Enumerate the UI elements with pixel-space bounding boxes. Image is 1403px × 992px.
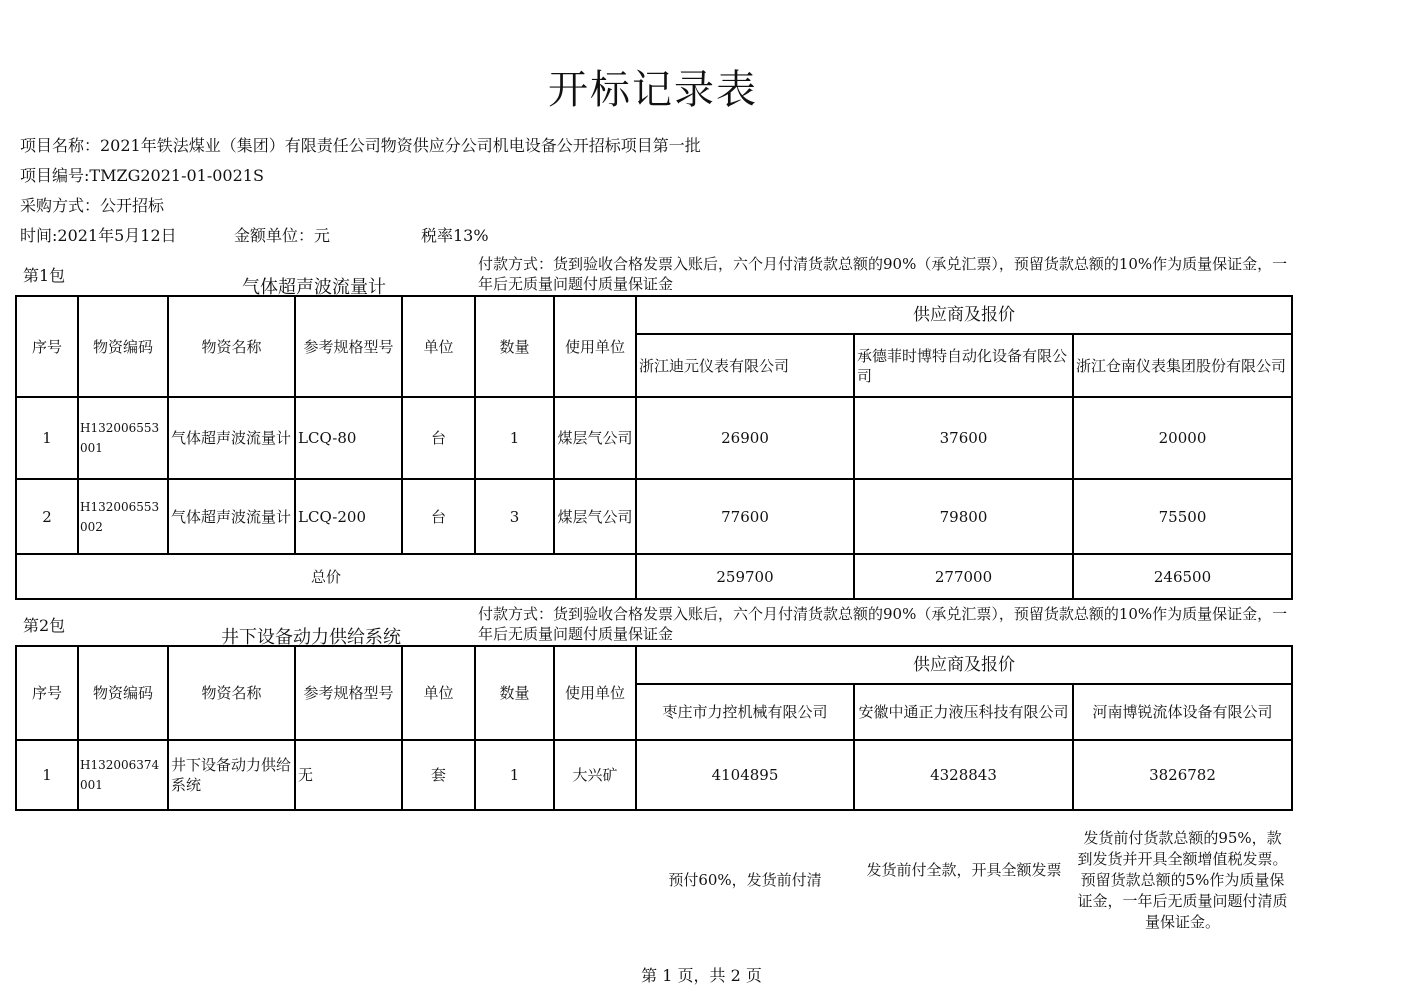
row-qty: 3	[475, 479, 554, 554]
supplier-name: 浙江迪元仪表有限公司	[636, 334, 854, 397]
header-seq: 序号	[16, 646, 78, 740]
total-price: 259700	[636, 554, 854, 599]
row-seq: 1	[16, 740, 78, 810]
package-1-label: 第1包	[23, 266, 66, 285]
row-unit: 台	[402, 479, 475, 554]
procurement-method: 采购方式：公开招标	[20, 196, 165, 215]
project-number: 项目编号:TMZG2021-01-0021S	[20, 166, 264, 185]
package-2-label: 第2包	[23, 616, 66, 635]
package-2-name: 井下设备动力供给系统	[221, 627, 401, 648]
package-1-payment-terms: 付款方式：货到验收合格发票入账后，六个月付清货款总额的90%（承兑汇票），预留货款总额的10%作为质量保证金，一年后无质量问题付质量保证金	[478, 255, 1288, 293]
bid-time: 时间:2021年5月12日	[20, 226, 177, 245]
row-price: 4104895	[636, 740, 854, 810]
tax-rate: 税率13%	[421, 226, 489, 245]
row-name: 井下设备动力供给系统	[168, 740, 295, 810]
row-seq: 1	[16, 397, 78, 479]
header-qty: 数量	[475, 646, 554, 740]
supplier-name: 河南博锐流体设备有限公司	[1073, 684, 1292, 740]
total-label: 总价	[16, 554, 636, 599]
row-user: 大兴矿	[554, 740, 636, 810]
row-name: 气体超声波流量计	[168, 397, 295, 479]
row-price: 20000	[1073, 397, 1292, 479]
header-user: 使用单位	[554, 646, 636, 740]
header-spec: 参考规格型号	[295, 296, 402, 397]
header-seq: 序号	[16, 296, 78, 397]
total-price: 246500	[1073, 554, 1292, 599]
header-spec: 参考规格型号	[295, 646, 402, 740]
header-suppliers: 供应商及报价	[636, 646, 1292, 684]
row-price: 37600	[854, 397, 1073, 479]
supplier-1-payment-note: 预付60%，发货前付清	[668, 871, 822, 889]
row-name: 气体超声波流量计	[168, 479, 295, 554]
header-name: 物资名称	[168, 296, 295, 397]
row-price: 26900	[636, 397, 854, 479]
header-name: 物资名称	[168, 646, 295, 740]
package-1-name: 气体超声波流量计	[242, 277, 386, 298]
total-price: 277000	[854, 554, 1073, 599]
row-unit: 台	[402, 397, 475, 479]
table-row	[16, 397, 1292, 479]
row-qty: 1	[475, 740, 554, 810]
header-suppliers: 供应商及报价	[636, 296, 1292, 334]
table-row	[16, 740, 1292, 810]
row-code: H132006553002	[78, 479, 168, 554]
row-price: 4328843	[854, 740, 1073, 810]
supplier-2-payment-note: 发货前付全款，开具全额发票	[866, 861, 1062, 879]
row-price: 77600	[636, 479, 854, 554]
row-spec: LCQ-80	[295, 397, 402, 479]
row-spec: LCQ-200	[295, 479, 402, 554]
header-code: 物资编码	[78, 296, 168, 397]
supplier-3-payment-note: 发货前付货款总额的95%，款到发货并开具全额增值税发票。预留货款总额的5%作为质量保证金，一年后无质量问题付清质量保证金。	[1077, 829, 1288, 931]
row-qty: 1	[475, 397, 554, 479]
header-user: 使用单位	[554, 296, 636, 397]
row-user: 煤层气公司	[554, 397, 636, 479]
supplier-name: 安徽中通正力液压科技有限公司	[854, 684, 1073, 740]
row-code: H132006553001	[78, 397, 168, 479]
header-unit: 单位	[402, 646, 475, 740]
package-2-table	[15, 645, 1293, 811]
header-unit: 单位	[402, 296, 475, 397]
row-unit: 套	[402, 740, 475, 810]
row-price: 3826782	[1073, 740, 1292, 810]
page-footer: 第 1 页，共 2 页	[641, 966, 762, 985]
row-seq: 2	[16, 479, 78, 554]
row-spec: 无	[295, 740, 402, 810]
table-row	[16, 479, 1292, 554]
supplier-name: 浙江仓南仪表集团股份有限公司	[1073, 334, 1292, 397]
row-user: 煤层气公司	[554, 479, 636, 554]
package-1-table	[15, 295, 1293, 600]
row-price: 75500	[1073, 479, 1292, 554]
header-qty: 数量	[475, 296, 554, 397]
supplier-name: 承德菲时博特自动化设备有限公司	[854, 334, 1073, 397]
header-code: 物资编码	[78, 646, 168, 740]
row-price: 79800	[854, 479, 1073, 554]
page-title: 开标记录表	[548, 67, 758, 113]
project-name: 项目名称：2021年铁法煤业（集团）有限责任公司物资供应分公司机电设备公开招标项目第一批	[20, 136, 701, 155]
supplier-name: 枣庄市力控机械有限公司	[636, 684, 854, 740]
total-row	[16, 554, 1292, 599]
currency-unit: 金额单位：元	[234, 226, 331, 245]
row-code: H132006374001	[78, 740, 168, 810]
package-2-payment-terms: 付款方式：货到验收合格发票入账后，六个月付清货款总额的90%（承兑汇票），预留货款总额的10%作为质量保证金，一年后无质量问题付质量保证金	[478, 605, 1288, 643]
